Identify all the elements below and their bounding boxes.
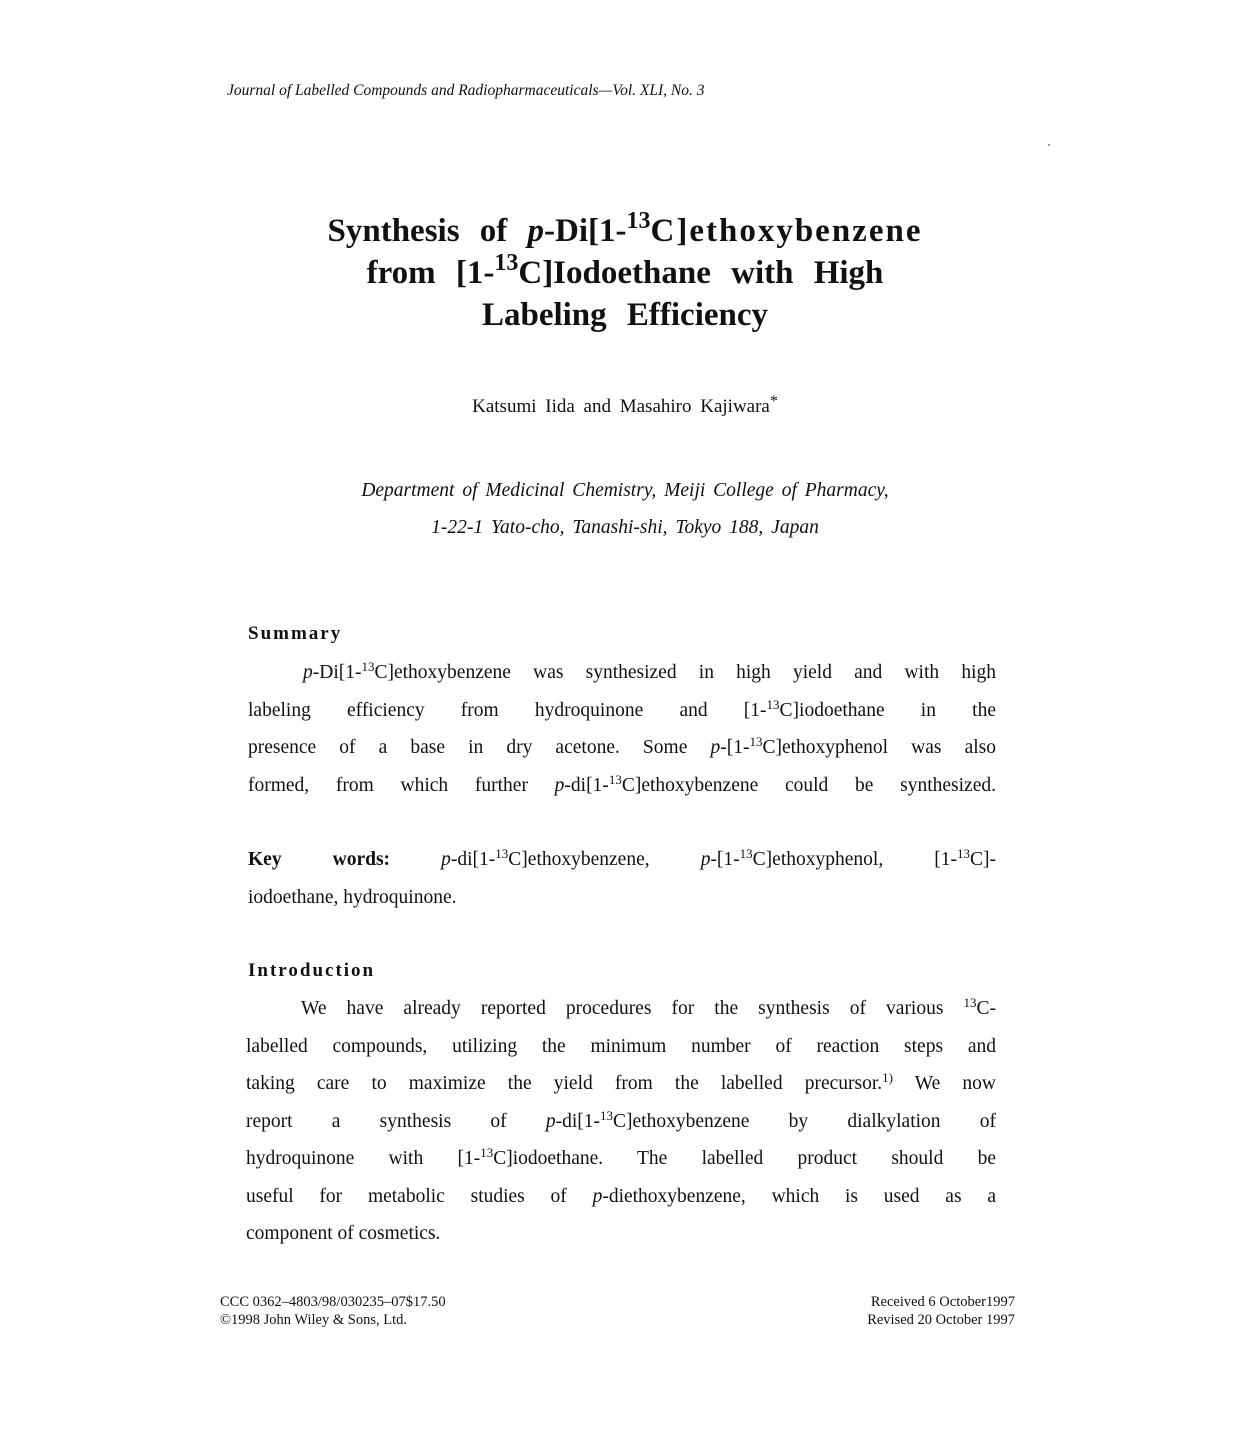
text: hydroquinone with [1- xyxy=(246,1148,481,1169)
italic-p: p xyxy=(554,774,565,796)
isotope-sup: 13 xyxy=(600,1107,613,1123)
summary-line-4 xyxy=(248,767,996,805)
summary-paragraph xyxy=(248,654,996,804)
text: C]ethoxybenzene was synthesized in high yield and with high xyxy=(374,662,996,683)
keywords-label: Key words: xyxy=(248,849,391,870)
text: -Di[1- xyxy=(312,662,362,683)
keywords-line-1 xyxy=(248,841,996,879)
text: C]iodoethane. The labelled product should be xyxy=(493,1148,996,1169)
text: -diethoxybenzene, which is used as a xyxy=(602,1185,996,1207)
isotope-sup: 13 xyxy=(963,995,977,1010)
title-line-1 xyxy=(240,210,1010,252)
title-text: C]Iodoethane with High xyxy=(518,255,884,291)
affiliation-line-2: 1-22-1 Yato-cho, Tanashi-shi, Tokyo 188, Japan xyxy=(431,517,819,538)
summary-heading: Summary xyxy=(248,623,343,644)
text: useful for metabolic studies of xyxy=(246,1185,593,1207)
affiliation xyxy=(240,472,1010,546)
summary-line-2 xyxy=(248,692,996,730)
text: We have already reported procedures for the synthesis of various xyxy=(301,998,964,1019)
text: -[1- xyxy=(710,849,740,870)
italic-p: p xyxy=(710,737,721,758)
text: C]ethoxybenzene, xyxy=(508,849,701,870)
reference-marker: 1) xyxy=(882,1070,893,1085)
title-text: C]ethoxybenzene xyxy=(650,213,923,249)
authors xyxy=(240,393,1010,418)
text: -di[1- xyxy=(450,849,496,870)
footer-right xyxy=(867,1293,1015,1329)
introduction-paragraph xyxy=(246,990,996,1253)
text: labeling efficiency from hydroquinone and [1- xyxy=(248,699,767,721)
introduction-heading: Introduction xyxy=(248,960,376,981)
text: -di[1- xyxy=(555,1110,600,1132)
text: C- xyxy=(976,998,996,1019)
text: C]ethoxybenzene could be synthesized. xyxy=(621,774,996,796)
text: We now xyxy=(893,1073,996,1094)
text: C]ethoxybenzene by dialkylation of xyxy=(613,1110,996,1132)
text: C]- xyxy=(970,849,996,870)
corresponding-author-marker: * xyxy=(769,393,778,410)
intro-line-6 xyxy=(246,1178,996,1216)
paper-title xyxy=(240,210,1010,336)
title-text: from [1- xyxy=(366,255,495,291)
isotope-sup: 13 xyxy=(608,771,622,787)
isotope-sup: 13 xyxy=(766,696,780,712)
author-names: Katsumi Iida and Masahiro Kajiwara xyxy=(472,396,770,417)
summary-line-3 xyxy=(248,729,996,767)
text: C]ethoxyphenol, [1- xyxy=(752,849,957,870)
text: -[1- xyxy=(720,737,750,758)
italic-p: p xyxy=(700,849,711,870)
text: C]iodoethane in the xyxy=(779,699,996,721)
received-date: Received 6 October1997 xyxy=(870,1294,1015,1310)
text: taking care to maximize the yield from the labelled precursor. xyxy=(246,1073,883,1094)
intro-line-7: component of cosmetics. xyxy=(246,1223,441,1244)
title-line-2 xyxy=(240,252,1010,294)
title-italic-p: p xyxy=(527,213,545,249)
text: presence of a base in dry acetone. Some xyxy=(248,737,711,758)
revised-date: Revised 20 October 1997 xyxy=(867,1312,1015,1328)
intro-line-5 xyxy=(246,1140,996,1178)
italic-p: p xyxy=(441,849,451,870)
summary-line-1 xyxy=(248,654,996,692)
isotope-sup: 13 xyxy=(480,1145,494,1160)
text: formed, from which further xyxy=(248,774,555,796)
intro-line-2: labelled compounds, utilizing the minimum number of reaction steps and xyxy=(246,1035,996,1057)
isotope-sup: 13 xyxy=(739,846,753,861)
title-text: Synthesis of xyxy=(327,213,528,249)
text: C]ethoxyphenol was also xyxy=(762,737,996,758)
ccc-code: CCC 0362–4803/98/030235–07$17.50 xyxy=(220,1294,446,1310)
isotope-sup: 13 xyxy=(361,659,375,674)
isotope-sup: 13 xyxy=(957,846,970,861)
isotope-sup: 13 xyxy=(495,846,509,861)
italic-p: p xyxy=(545,1110,556,1132)
keywords-line-2: iodoethane, hydroquinone. xyxy=(248,886,457,908)
affiliation-line-1: Department of Medicinal Chemistry, Meiji College of Pharmacy, xyxy=(361,480,889,501)
intro-line-1 xyxy=(246,990,996,1028)
keywords-paragraph xyxy=(248,841,996,916)
isotope-sup: 13 xyxy=(749,734,763,749)
title-text: -Di[1- xyxy=(544,213,627,249)
title-isotope-sup: 13 xyxy=(494,250,519,276)
scan-speck xyxy=(1048,144,1050,146)
copyright: ©1998 John Wiley & Sons, Ltd. xyxy=(220,1312,407,1328)
italic-p: p xyxy=(592,1185,603,1207)
italic-p: p xyxy=(303,662,313,683)
text: -di[1- xyxy=(564,774,609,796)
intro-line-4 xyxy=(246,1103,996,1141)
footer-left xyxy=(220,1293,446,1329)
text: report a synthesis of xyxy=(246,1110,546,1132)
title-isotope-sup: 13 xyxy=(626,208,651,234)
intro-line-3 xyxy=(246,1065,996,1103)
title-line-3: Labeling Efficiency xyxy=(481,297,769,333)
journal-header: Journal of Labelled Compounds and Radiopharmaceuticals—Vol. XLI, No. 3 xyxy=(227,82,705,99)
